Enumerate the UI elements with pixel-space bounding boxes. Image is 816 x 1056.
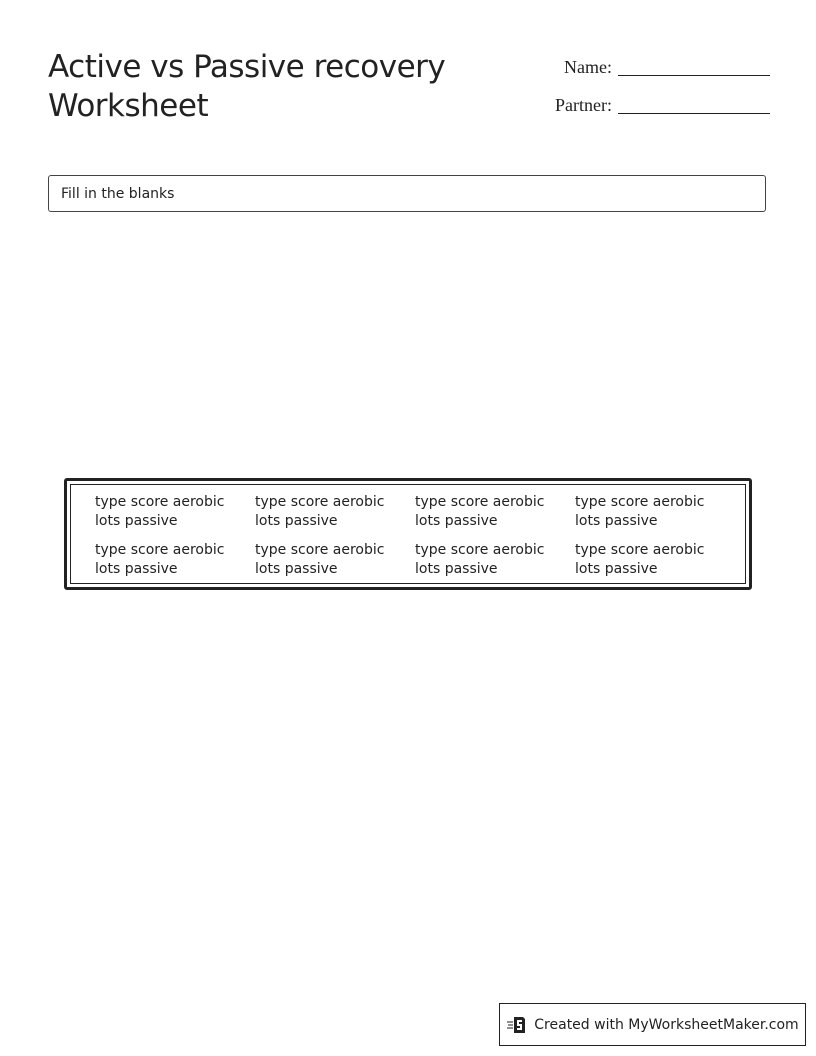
word-bank-cell-line: type score aerobic xyxy=(415,542,545,558)
footer-credit-text: Created with MyWorksheetMaker.com xyxy=(534,1016,799,1033)
word-bank-cell-line: type score aerobic xyxy=(575,542,705,558)
word-bank-cell xyxy=(575,493,735,541)
partner-blank-line xyxy=(618,93,770,114)
footer-credit-badge[interactable] xyxy=(499,1003,806,1046)
name-label: Name: xyxy=(564,57,612,77)
word-bank-cell-line: lots passive xyxy=(415,561,498,577)
word-bank-cell xyxy=(255,493,415,541)
word-bank xyxy=(64,478,752,590)
word-bank-cell xyxy=(255,541,415,589)
name-field-row xyxy=(540,52,770,78)
partner-field-row xyxy=(540,90,770,116)
word-bank-cell-line: lots passive xyxy=(575,561,658,577)
word-bank-cell-line: lots passive xyxy=(95,561,178,577)
word-bank-cell-line: lots passive xyxy=(415,513,498,529)
word-bank-cell-line: lots passive xyxy=(95,513,178,529)
word-bank-cell xyxy=(415,493,575,541)
word-bank-cell-line: lots passive xyxy=(255,513,338,529)
word-bank-cell xyxy=(575,541,735,589)
word-bank-cell-line: type score aerobic xyxy=(575,494,705,510)
word-bank-cell xyxy=(415,541,575,589)
instructions-text: Fill in the blanks xyxy=(61,185,175,202)
page-title: Active vs Passive recovery Worksheet xyxy=(48,49,446,124)
word-bank-cell-line: type score aerobic xyxy=(255,542,385,558)
word-bank-cell-line: type score aerobic xyxy=(255,494,385,510)
word-bank-cell xyxy=(95,541,255,589)
word-bank-grid xyxy=(70,484,746,584)
partner-label: Partner: xyxy=(555,95,612,115)
word-bank-cell xyxy=(95,493,255,541)
worksheet-maker-logo-icon xyxy=(506,1014,528,1036)
name-blank-line xyxy=(618,55,770,76)
word-bank-cell-line: lots passive xyxy=(575,513,658,529)
word-bank-cell-line: type score aerobic xyxy=(95,542,225,558)
word-bank-cell-line: type score aerobic xyxy=(95,494,225,510)
word-bank-cell-line: type score aerobic xyxy=(415,494,545,510)
name-partner-block xyxy=(540,52,770,128)
instructions-box xyxy=(48,175,766,212)
word-bank-cell-line: lots passive xyxy=(255,561,338,577)
